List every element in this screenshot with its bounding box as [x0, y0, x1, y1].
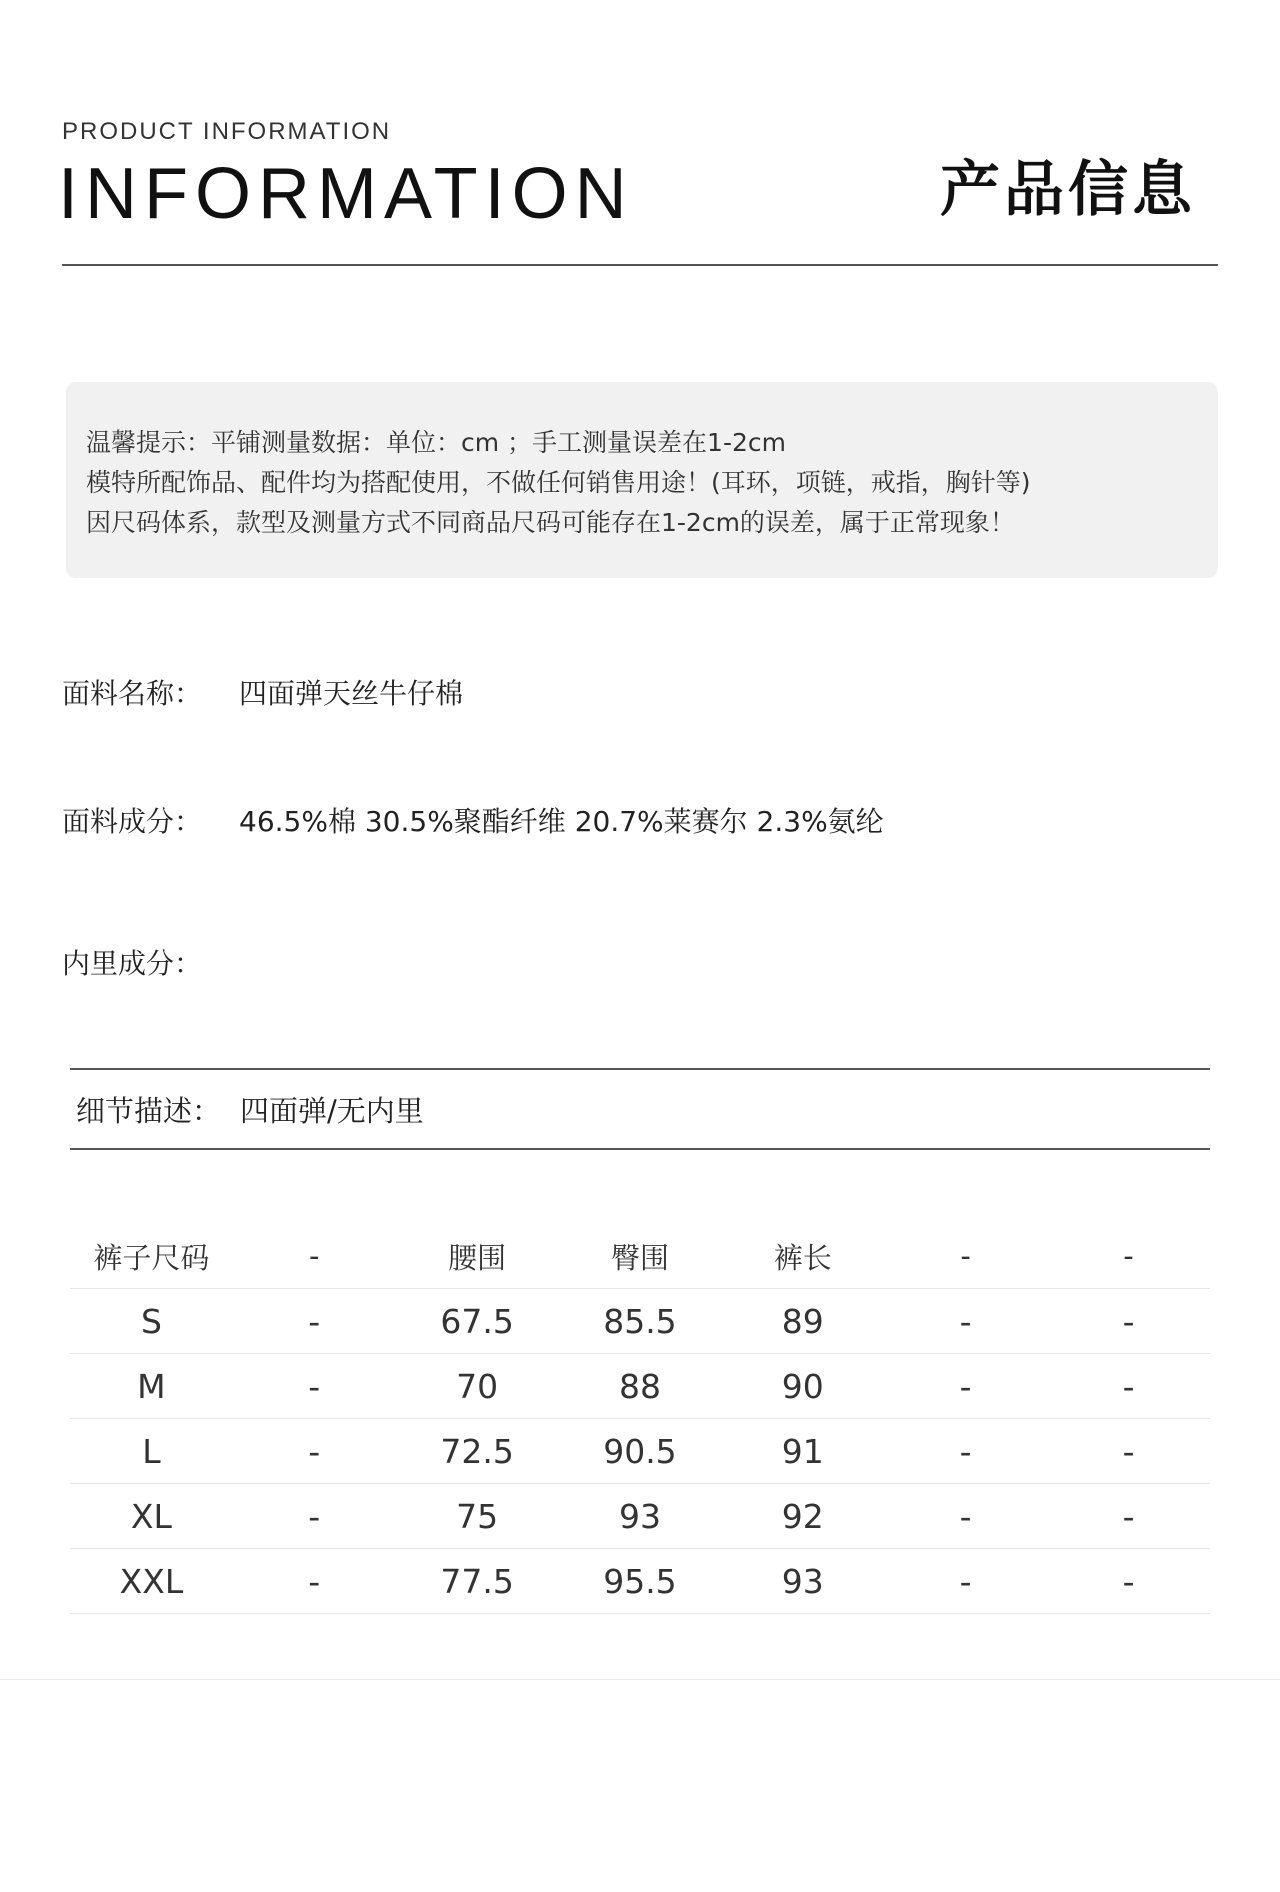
table-cell: - [233, 1549, 396, 1614]
size-table-header-cell: - [1047, 1224, 1210, 1289]
table-row [70, 1484, 1210, 1549]
table-row [70, 1549, 1210, 1614]
table-cell: - [1047, 1289, 1210, 1354]
size-table-header-cell: 裤子尺码 [70, 1224, 233, 1289]
header-eyebrow: PRODUCT INFORMATION [62, 118, 392, 145]
length-cell: 91 [721, 1419, 884, 1484]
table-cell: - [884, 1289, 1047, 1354]
bottom-divider [0, 1679, 1280, 1680]
size-table-header-cell: 臀围 [559, 1224, 722, 1289]
table-cell: - [233, 1484, 396, 1549]
header-divider [62, 264, 1218, 266]
fabric-composition-row [62, 800, 884, 840]
length-cell: 93 [721, 1549, 884, 1614]
length-cell: 89 [721, 1289, 884, 1354]
size-table-header-cell: 腰围 [396, 1224, 559, 1289]
size-cell: S [70, 1289, 233, 1354]
table-row [70, 1354, 1210, 1419]
detail-label: 细节描述： [76, 1094, 222, 1128]
table-cell: - [233, 1354, 396, 1419]
fabric-name-value: 四面弹天丝牛仔棉 [239, 677, 464, 710]
table-cell: - [1047, 1419, 1210, 1484]
hip-cell: 93 [559, 1484, 722, 1549]
table-cell: - [884, 1484, 1047, 1549]
size-table-header-row [70, 1224, 1210, 1289]
table-cell: - [1047, 1549, 1210, 1614]
size-table-header-cell: 裤长 [721, 1224, 884, 1289]
hip-cell: 95.5 [559, 1549, 722, 1614]
lining-composition-row [62, 942, 239, 982]
notice-line: 温馨提示：平铺测量数据：单位：cm ；手工测量误差在1-2cm [86, 428, 786, 457]
table-cell: - [1047, 1354, 1210, 1419]
table-cell: - [1047, 1484, 1210, 1549]
fabric-name-row [62, 672, 463, 712]
lining-composition-label: 内里成分： [62, 947, 203, 980]
waist-cell: 67.5 [396, 1289, 559, 1354]
waist-cell: 70 [396, 1354, 559, 1419]
notice-line: 模特所配饰品、配件均为搭配使用，不做任何销售用途！(耳环，项链，戒指，胸针等) [86, 468, 1031, 497]
detail-value: 四面弹/无内里 [240, 1094, 424, 1128]
detail-bottom-divider [70, 1148, 1210, 1150]
detail-top-divider [70, 1068, 1210, 1070]
hip-cell: 90.5 [559, 1419, 722, 1484]
table-cell: - [233, 1289, 396, 1354]
notice-line: 因尺码体系，款型及测量方式不同商品尺码可能存在1-2cm的误差，属于正常现象！ [86, 508, 1015, 537]
fabric-name-label: 面料名称： [62, 677, 203, 710]
size-cell: L [70, 1419, 233, 1484]
table-cell: - [884, 1354, 1047, 1419]
hip-cell: 88 [559, 1354, 722, 1419]
notice-box [66, 382, 1218, 578]
header-title-cn: 产品信息 [940, 155, 1196, 225]
size-table-header-cell: - [884, 1224, 1047, 1289]
fabric-composition-label: 面料成分： [62, 805, 203, 838]
table-row [70, 1419, 1210, 1484]
detail-row [76, 1089, 424, 1130]
table-cell: - [884, 1419, 1047, 1484]
size-table [70, 1224, 1210, 1614]
size-cell: M [70, 1354, 233, 1419]
table-cell: - [233, 1419, 396, 1484]
waist-cell: 75 [396, 1484, 559, 1549]
table-cell: - [884, 1549, 1047, 1614]
size-cell: XL [70, 1484, 233, 1549]
table-row [70, 1289, 1210, 1354]
header-title-en: INFORMATION [58, 154, 634, 234]
length-cell: 92 [721, 1484, 884, 1549]
size-cell: XXL [70, 1549, 233, 1614]
waist-cell: 72.5 [396, 1419, 559, 1484]
length-cell: 90 [721, 1354, 884, 1419]
hip-cell: 85.5 [559, 1289, 722, 1354]
size-table-header-cell: - [233, 1224, 396, 1289]
waist-cell: 77.5 [396, 1549, 559, 1614]
fabric-composition-value: 46.5%棉 30.5%聚酯纤维 20.7%莱赛尔 2.3%氨纶 [239, 805, 884, 838]
